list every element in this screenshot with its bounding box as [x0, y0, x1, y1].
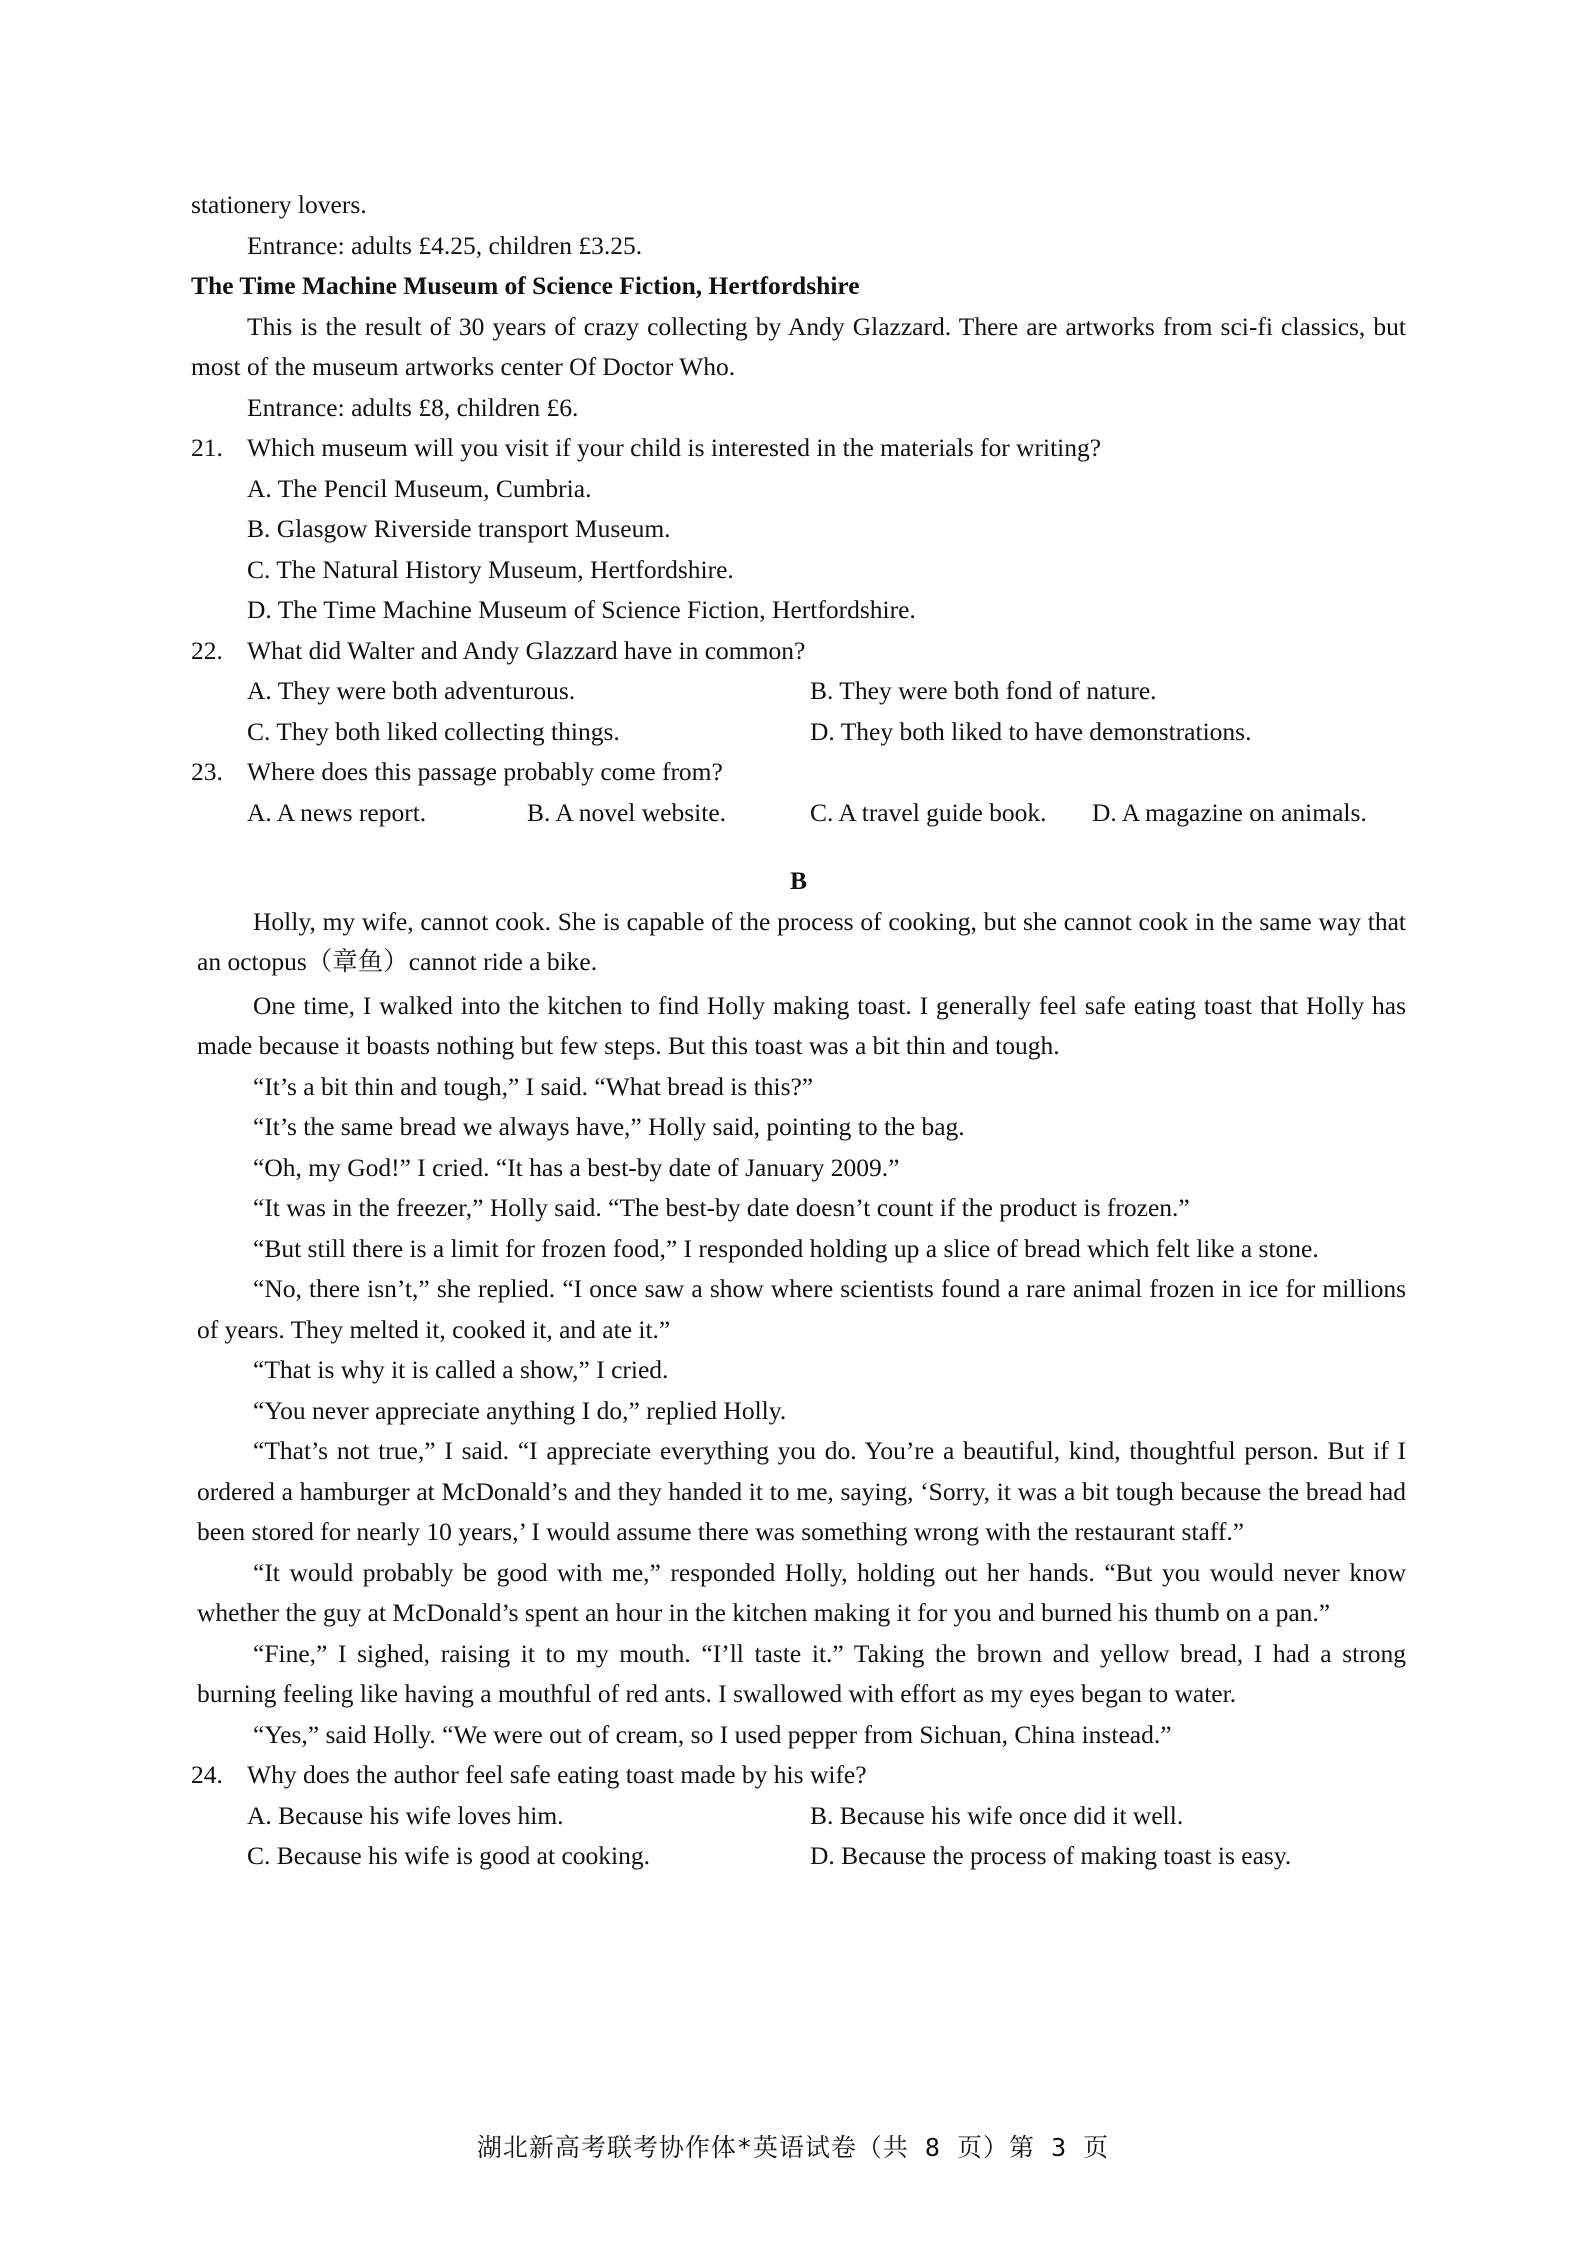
question-number: 22. — [191, 635, 223, 665]
paragraph: One time, I walked into the kitchen to find Holly making toast. I generally feel safe eating toast that Holly has made because it boasts nothing but few steps. But this toast was a bit thin and tough. — [197, 990, 1406, 1060]
paragraph: “Yes,” said Holly. “We were out of cream, so I used pepper from Sichuan, China instead.” — [253, 1719, 1172, 1749]
option-d: D. Because the process of making toast is easy. — [810, 1841, 1292, 1870]
paragraph: “It’s the same bread we always have,” Holly said, pointing to the bag. — [253, 1112, 965, 1141]
question-24 — [191, 1755, 1406, 1796]
paragraph: “You never appreciate anything I do,” replied Holly. — [253, 1395, 787, 1425]
page-footer: 湖北新高考联考协作体*英语试卷（共 8 页）第 3 页 — [476, 2133, 1110, 2162]
option-c: C. The Natural History Museum, Hertfordshire. — [247, 554, 734, 584]
option-b: B. A novel website. — [527, 797, 727, 827]
option-row — [191, 1796, 1406, 1837]
option-b: B. They were both fond of nature. — [810, 676, 1157, 705]
option-d: D. A magazine on animals. — [1092, 797, 1367, 827]
option-c: C. Because his wife is good at cooking. — [247, 1841, 650, 1870]
paragraph: “But still there is a limit for frozen food,” I responded holding up a slice of bread which felt like a stone. — [253, 1233, 1319, 1263]
paragraph: “It was in the freezer,” Holly said. “The best-by date doesn’t count if the product is frozen.” — [253, 1193, 1190, 1222]
option-c: C. A travel guide book. — [810, 797, 1047, 827]
section-heading: B — [789, 866, 807, 895]
museum-heading: The Time Machine Museum of Science Fiction, Hertfordshire — [191, 271, 860, 300]
paragraph: “Fine,” I sighed, raising it to my mouth. “I’ll taste it.” Taking the brown and yellow bread, I had a strong burning feeling like having a mouthful of red ants. I swallowed with effort as my eyes began to water. — [197, 1638, 1406, 1708]
passage-line: stationery lovers. — [191, 190, 367, 219]
paragraph: “That is why it is called a show,” I cried. — [253, 1355, 669, 1384]
option-a: A. The Pencil Museum, Cumbria. — [247, 473, 592, 503]
option-a: A. Because his wife loves him. — [247, 1800, 564, 1830]
question-number: 21. — [191, 433, 223, 462]
paragraph: Holly, my wife, cannot cook. She is capable of the process of cooking, but she cannot cook in the same way that an octopus（章鱼）cannot ride a bike. — [197, 906, 1406, 976]
question-21 — [191, 428, 1406, 469]
option-d: D. The Time Machine Museum of Science Fiction, Hertfordshire. — [247, 595, 916, 624]
option-row — [191, 1836, 1406, 1877]
option-b: B. Glasgow Riverside transport Museum. — [247, 514, 671, 543]
museum-description: This is the result of 30 years of crazy collecting by Andy Glazzard. There are artworks from sci-fi classics, but most of the museum artworks center Of Doctor Who. — [191, 311, 1406, 381]
question-number: 24. — [191, 1760, 223, 1789]
question-text: Why does the author feel safe eating toast made by his wife? — [247, 1760, 867, 1789]
paragraph: “It’s a bit thin and tough,” I said. “What bread is this?” — [253, 1071, 814, 1101]
question-23 — [191, 752, 1406, 793]
question-text: What did Walter and Andy Glazzard have in common? — [247, 635, 806, 665]
option-row — [191, 793, 1406, 834]
option-c: C. They both liked collecting things. — [247, 716, 620, 746]
question-text: Which museum will you visit if your child is interested in the materials for writing? — [247, 433, 1102, 462]
paragraph: “Oh, my God!” I cried. “It has a best-by date of January 2009.” — [253, 1152, 900, 1182]
passage-b — [191, 902, 1406, 1756]
option-row — [191, 671, 1406, 712]
paragraph: “It would probably be good with me,” responded Holly, holding out her hands. “But you would never know whether the guy at McDonald’s spent an hour in the kitchen making it for you and burned his thumb on a pan.” — [197, 1557, 1406, 1627]
option-row — [191, 712, 1406, 753]
option-a: A. They were both adventurous. — [247, 676, 576, 705]
paragraph: “No, there isn’t,” she replied. “I once saw a show where scientists found a rare animal frozen in ice for millions of years. They melted it, cooked it, and ate it.” — [197, 1274, 1406, 1344]
option-b: B. Because his wife once did it well. — [810, 1800, 1184, 1830]
question-22 — [191, 631, 1406, 672]
museum-entrance: Entrance: adults £8, children £6. — [247, 392, 579, 422]
option-d: D. They both liked to have demonstrations. — [810, 716, 1252, 746]
option-a: A. A news report. — [247, 797, 427, 827]
pencil-museum-entrance: Entrance: adults £4.25, children £3.25. — [247, 230, 643, 260]
question-text: Where does this passage probably come from? — [247, 757, 723, 786]
exam-page — [191, 185, 1406, 1877]
paragraph: “That’s not true,” I said. “I appreciate everything you do. You’re a beautiful, kind, thoughtful person. But if I ordered a hamburger at McDonald’s and they handed it to me, saying, ‘Sorry, it was a bit tough because the bread had been stored for nearly 10 years,’ I would assume there was something wrong with the restaurant staff.” — [197, 1436, 1406, 1546]
question-number: 23. — [191, 757, 223, 786]
